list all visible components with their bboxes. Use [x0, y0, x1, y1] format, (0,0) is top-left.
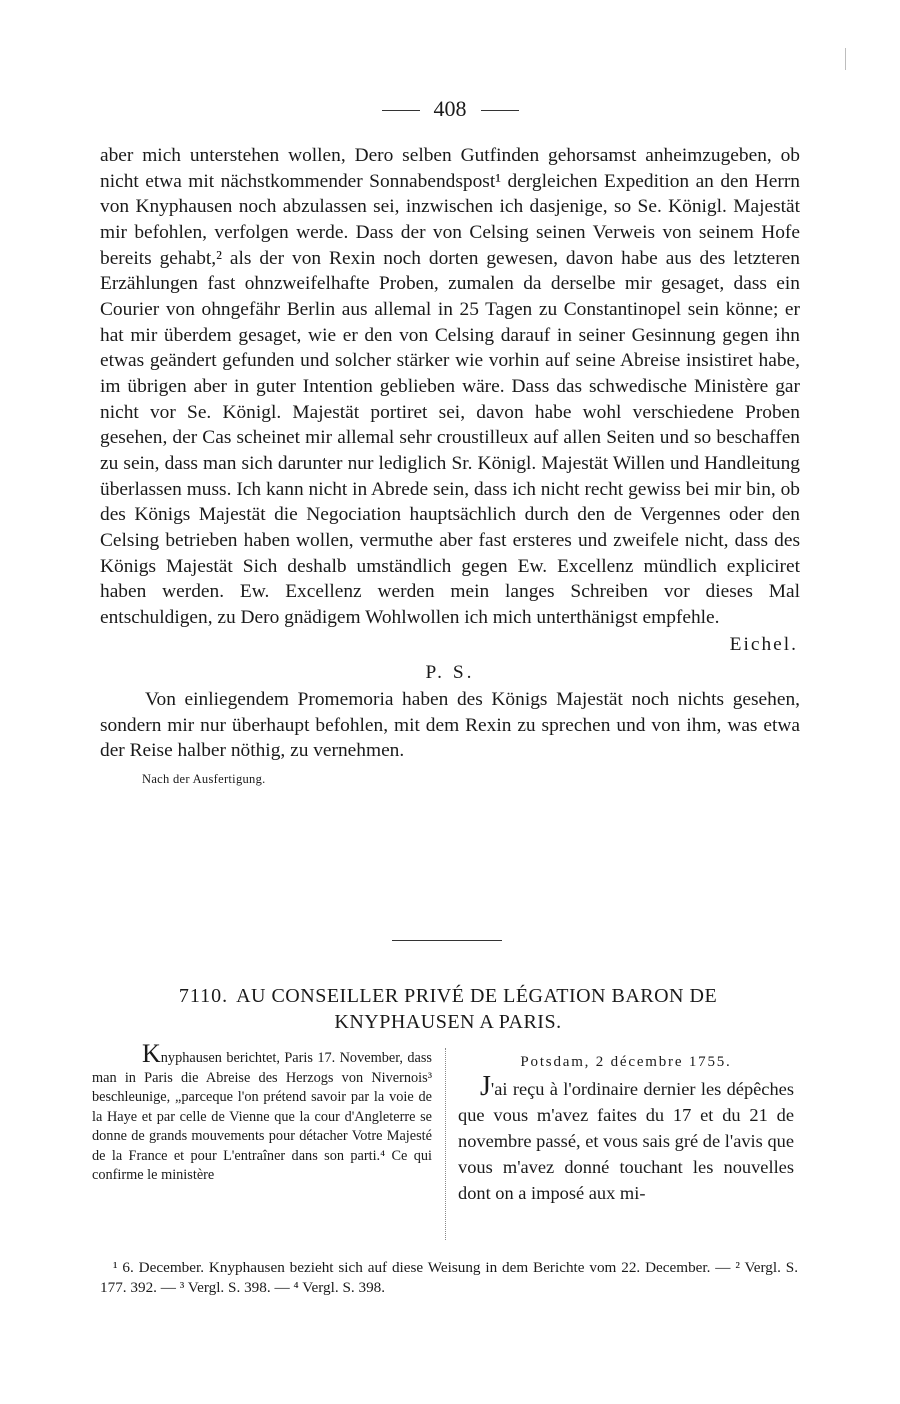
source-note: Nach der Ausfertigung.	[142, 772, 266, 787]
postscript-label: P. S.	[425, 662, 475, 684]
letter-text: aber mich unterstehen wollen, Dero selben Gutfinden gehorsamst anheimzugeben, ob nicht etwa mit nächstkommender Sonnabendspost¹ dergleichen Expedition an den Herrn von Knyphausen noch abzulassen sei, inzwischen ich dasjenige, so Se. Königl. Majestät mir befohlen, verfolgen werde. Dass der von Celsing seinen Verweis von seinem Hofe bereits gehabt,² als der von Rexin noch dorten gewesen, davon habe aus des letzteren Erzählungen fast ohnzweifelhafte Proben, zumalen da derselbe mir gesaget, dass ein Courier von ohngefähr Berlin aus allemal in 25 Tagen zu Constantinopel sein könne; er hat mir überdem gesaget, wie er den von Celsing darauf in seiner Gesinnung gegen ihn etwas geändert gefunden und solcher stärker wie vorhin auf seine Abreise insistiret habe, im übrigen aber in guter Intention geblieben wäre. Dass das schwedische Ministère gar nicht vor Se. Königl. Majestät portiret sei, davon habe wohl verschiedene Proben gesehen, der Cas scheinet mir allemal sehr croustilleux auf allen Seiten und so beschaffen zu sein, dass man sich darunter nur lediglich Sr. Königl. Majestät Willen und Handleitung überlassen muss. Ich kann nicht in Abrede sein, dass ich nicht recht gewiss bei mir bin, ob des Königs Majestät die Negociation hauptsächlich durch den de Vergennes oder den Celsing betrieben haben wollen, vermuthe aber fast ersteres und zweifele nicht, dass des Königs Majestät Sich deshalb umständlich gegen Ew. Excellenz mündlich expliciret haben werden. Ew. Excellenz werden mein langes Schreiben vor dieses Mal entschuldigen, zu Dero gnädigem Wohlwollen ich mich unterthänigst empfehle.	[100, 145, 800, 628]
heading-line-1	[118, 983, 778, 1009]
postscript-text: Von einliegendem Promemoria haben des Königs Majestät noch nichts gesehen, sondern mir nur überhaupt befohlen, mit dem Rexin zu sprechen und von ihm, was etwa der Reise halber nöthig, zu vernehmen.	[100, 689, 800, 762]
summary-column	[92, 1039, 432, 1186]
heading-title-1: AU CONSEILLER PRIVÉ DE LÉGATION BARON DE	[236, 985, 718, 1007]
signature: Eichel.	[729, 634, 798, 656]
page-number-dash-left	[382, 110, 420, 111]
footnotes	[100, 1258, 798, 1298]
summary-paragraph	[92, 1039, 432, 1186]
reply-dropcap: J	[480, 1071, 491, 1102]
reply-text: 'ai reçu à l'ordinaire dernier les dépêches que vous m'avez faites du 17 et du 21 de novembre passé, et vous sais gré de l'avis que vous m'avez donné touchant les nouvelles dont on a imposé aux mi-	[458, 1079, 794, 1203]
summary-text: nyphausen berichtet, Paris 17. November, dass man in Paris die Abreise des Herzogs von Nivernois³ beschleunige, „parceque l'on prétend savoir par la voie de la Haye et par celle de Vienne que la cour d'Angleterre se donne de grands mouvements pour détacher Votre Majesté de la France et pour L'entraîner dans son parti.⁴ Ce qui confirme le ministère	[92, 1050, 432, 1183]
page-number-dash-right	[481, 110, 519, 111]
dateline: Potsdam, 2 décembre 1755.	[520, 1054, 732, 1070]
document-heading	[118, 983, 778, 1035]
footnote-text: ¹ 6. December. Knyphausen bezieht sich auf diese Weisung in dem Berichte vom 22. December. — ² Vergl. S. 177. 392. — ³ Vergl. S. 398. — ⁴ Vergl. S. 398.	[100, 1259, 798, 1296]
section-divider	[392, 940, 502, 941]
margin-mark	[845, 48, 846, 70]
reply-paragraph	[458, 1071, 794, 1206]
summary-dropcap: K	[142, 1039, 161, 1068]
heading-line-2: KNYPHAUSEN A PARIS.	[334, 1011, 562, 1033]
document-number: 7110.	[178, 985, 229, 1007]
page-number: 408	[433, 96, 467, 121]
page-number-line	[0, 96, 900, 122]
letter-column	[458, 1052, 794, 1206]
letter-body	[100, 143, 800, 788]
column-divider	[445, 1048, 446, 1240]
